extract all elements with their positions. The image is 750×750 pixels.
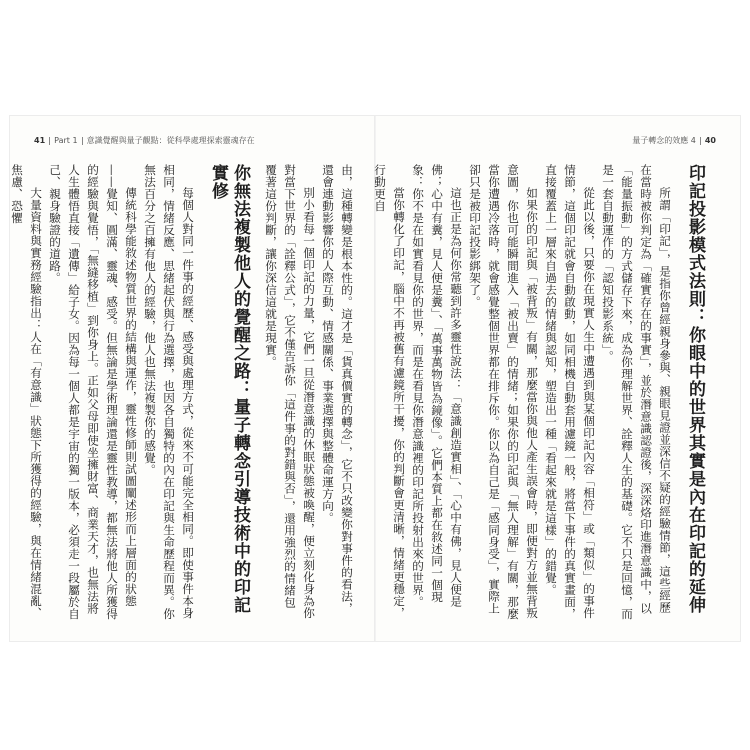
right-header-chapter: 量子轉念的效應 4 <box>632 136 696 145</box>
body-paragraph: 這也正是為何你常聽到許多靈性說法：「意識創造實相」、「心中有佛，見人便是佛；心中有糞，見人便是糞」、「萬事萬物皆為鏡像」。它們本質上都在敘述同一個現象：你不是在如實看見你的世界，而是在看見你潛意識裡的印記所投射出來的世界。 <box>411 164 463 608</box>
body-paragraph: 每個人對同一件事的經歷、感受與處理方式，從來不可能完全相同。即使事件本身相同，情緒反應、思緒起伏與行為選擇，也因各自獨特的內在印記與生命歷程而異。你無法百分之百擁有他人的經驗，他人也無法複製你的感覺。 <box>143 164 195 620</box>
header-divider <box>82 137 83 145</box>
body-paragraph: 從此以後，只要你在現實人生中遭遇到與某個印記內容「相符」或「類似」的事件情節，這個印記就會自動啟動，如同相機自動套用濾鏡一般，將當下事件的真實畫面，直接覆蓋上一層來自過去的情緒與認知，塑造出一種「看起來就是這樣」的錯覺。 <box>544 164 596 620</box>
left-page-heading: 你無法複製他人的覺醒之路：量子轉念引導技術中的印記實修 <box>208 164 250 614</box>
left-running-header <box>34 135 255 146</box>
left-header-book-title: 意識覺醒與量子觀點：從科學處理探索靈魂存在 <box>86 136 255 145</box>
right-page-number: 40 <box>704 136 716 145</box>
body-paragraph: 別小看每一個印記的力量，它們一旦從潛意識的休眠狀態被喚醒，便立刻化身為你對當下世界的「詮釋公式」，它不僅告訴你「這件事的對錯與否」，還用強烈的情緒包覆著這份判斷，讓你深信這就是現實。 <box>264 164 316 620</box>
right-page-body <box>373 164 716 620</box>
body-paragraph: 所謂「印記」，是指你曾經親身參與、親眼見證並深信不疑的經驗情節，這些經歷在當時被你判定為「確實存在的事實」，並於潛意識認證後，深深烙印進潛意識中，以「能量振動」的方式儲存下來，成為你理解世界、詮釋人生的基礎。它不只是回憶，而是一套自動運作的「認知投影系統」。 <box>601 164 672 620</box>
header-divider <box>49 137 50 145</box>
left-page-number: 41 <box>34 136 46 145</box>
header-divider <box>700 137 701 145</box>
book-spread <box>10 116 740 641</box>
body-paragraph: 傳統科學能敘述物質世界的結構與運作，靈性修師則試圖闡述形而上層面的狀態——覺知、圓滿、靈魂、感受。但無論是學術理論還是靈性教導，都無法將他人所獲得的經驗與覺悟，「無縫移植」到你身上。正如父母即使坐擁財富、商業天才，也無法將人生體悟直接「遺傳」給子女。因為每一個人都是宇宙的獨一版本，必須走一段屬於自己、親身驗證的道路。 <box>48 164 138 620</box>
body-paragraph: 當你轉化了印記，腦中不再被舊有濾鏡所干擾，你的判斷會更清晰，情緒更穩定，行動更自 <box>373 164 406 620</box>
body-paragraph: 大量資料與實務經驗指出：人在「有意識」狀態下所獲得的經驗，與在情緒混亂、焦慮、恐懼 <box>10 164 43 620</box>
left-page-body <box>10 164 356 620</box>
left-header-part: Part 1 <box>54 136 78 145</box>
right-page-heading: 印記投影模式法則：你眼中的世界其實是內在印記的延伸 <box>685 164 705 614</box>
body-paragraph: 如果你的印記與「被背叛」有關，那麼當你與他人產生誤會時，即便對方並無背叛意圖，你也可能瞬間進入「被出賣」的情緒；如果你的印記與「無人理解」有關，那麼當你遭遇冷落時，就會感覺整個世界都在排斥你。你以為自己是「感同身受」，實際上卻只是被印記投影綁架了。 <box>468 164 539 620</box>
body-paragraph: 由，這種轉變是根本性的。這才是「貨真價實的轉念」，它不只改變你對事件的看法，還會連動影響你的人際互動、情感關係、事業選擇與整體命運方向。 <box>321 164 354 615</box>
right-running-header <box>632 135 716 146</box>
